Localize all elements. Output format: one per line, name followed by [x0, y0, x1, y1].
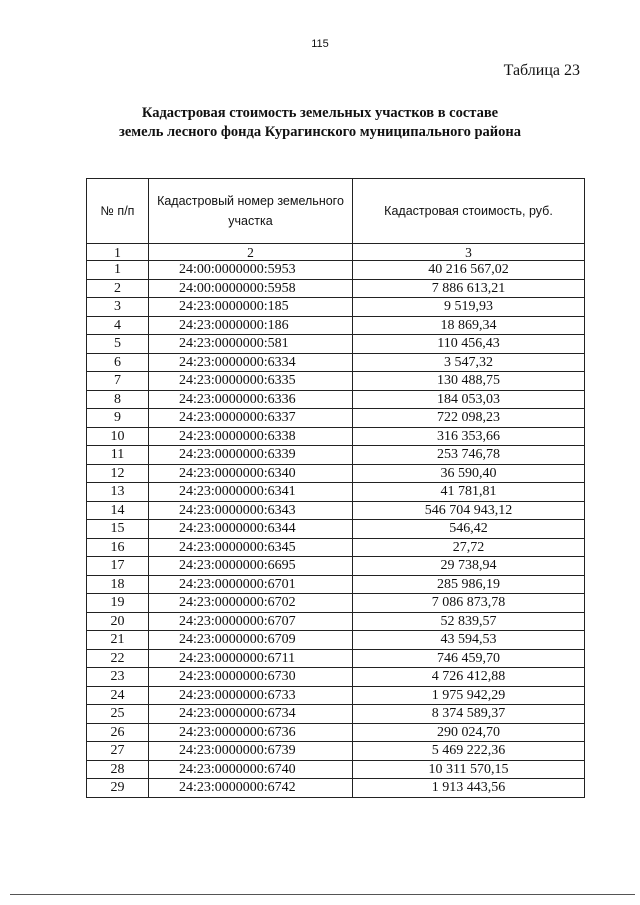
row-number-cell: 20: [87, 612, 149, 631]
cadastral-value-cell: 40 216 567,02: [353, 261, 585, 280]
cadastral-number-cell: 24:23:0000000:6739: [149, 742, 353, 761]
cadastral-number-cell: 24:23:0000000:6709: [149, 631, 353, 650]
cadastral-value-cell: 43 594,53: [353, 631, 585, 650]
cadastral-value-cell: 3 547,32: [353, 353, 585, 372]
row-number-cell: 4: [87, 316, 149, 335]
row-number-cell: 23: [87, 668, 149, 687]
cadastral-number-cell: 24:23:0000000:6707: [149, 612, 353, 631]
cadastral-number-cell: 24:23:0000000:6339: [149, 446, 353, 465]
cadastral-value-cell: 285 986,19: [353, 575, 585, 594]
cadastral-number-cell: 24:23:0000000:6702: [149, 594, 353, 613]
table-row: [87, 298, 585, 317]
table-row: [87, 501, 585, 520]
cadastral-number-cell: 24:23:0000000:581: [149, 335, 353, 354]
row-number-cell: 10: [87, 427, 149, 446]
cadastral-value-cell: 722 098,23: [353, 409, 585, 428]
header-row-number: № п/п: [87, 179, 149, 244]
cadastral-number-cell: 24:23:0000000:186: [149, 316, 353, 335]
table-row: [87, 742, 585, 761]
row-number-cell: 29: [87, 779, 149, 798]
header-cadastral-number-text: Кадастровый номер земельного участка: [157, 194, 344, 228]
table-row: [87, 464, 585, 483]
column-number-row: [87, 244, 585, 261]
table-row: [87, 631, 585, 650]
row-number-cell: 18: [87, 575, 149, 594]
column-number: 3: [353, 244, 585, 261]
table-row: [87, 538, 585, 557]
bottom-rule: [10, 894, 635, 895]
cadastral-number-cell: 24:00:0000000:5958: [149, 279, 353, 298]
cadastral-value-cell: 9 519,93: [353, 298, 585, 317]
cadastral-value-cell: 41 781,81: [353, 483, 585, 502]
cadastral-number-cell: 24:00:0000000:5953: [149, 261, 353, 280]
row-number-cell: 9: [87, 409, 149, 428]
table-row: [87, 557, 585, 576]
cadastral-value-cell: 316 353,66: [353, 427, 585, 446]
table-row: [87, 760, 585, 779]
cadastral-value-cell: 52 839,57: [353, 612, 585, 631]
cadastral-number-cell: 24:23:0000000:6336: [149, 390, 353, 409]
row-number-cell: 15: [87, 520, 149, 539]
table-row: [87, 261, 585, 280]
cadastral-number-cell: 24:23:0000000:6730: [149, 668, 353, 687]
table-row: [87, 686, 585, 705]
row-number-cell: 1: [87, 261, 149, 280]
cadastral-value-cell: 7 086 873,78: [353, 594, 585, 613]
row-number-cell: 26: [87, 723, 149, 742]
table-row: [87, 779, 585, 798]
cadastral-value-cell: 29 738,94: [353, 557, 585, 576]
table-row: [87, 427, 585, 446]
row-number-cell: 17: [87, 557, 149, 576]
cadastral-number-cell: 24:23:0000000:6344: [149, 520, 353, 539]
cadastral-value-cell: 4 726 412,88: [353, 668, 585, 687]
column-number: 2: [149, 244, 353, 261]
row-number-cell: 27: [87, 742, 149, 761]
table-row: [87, 649, 585, 668]
cadastral-number-cell: 24:23:0000000:6742: [149, 779, 353, 798]
page-number: 115: [311, 38, 329, 50]
cadastral-number-cell: 24:23:0000000:6734: [149, 705, 353, 724]
cadastral-value-cell: 27,72: [353, 538, 585, 557]
cadastral-value-cell: 110 456,43: [353, 335, 585, 354]
cadastral-value-cell: 18 869,34: [353, 316, 585, 335]
row-number-cell: 12: [87, 464, 149, 483]
row-number-cell: 13: [87, 483, 149, 502]
title-line-2: земель лесного фонда Курагинского муниципального района: [119, 124, 521, 140]
cadastral-value-cell: 1 913 443,56: [353, 779, 585, 798]
cadastral-number-cell: 24:23:0000000:6711: [149, 649, 353, 668]
table-row: [87, 723, 585, 742]
table-row: [87, 279, 585, 298]
cadastral-number-cell: 24:23:0000000:6341: [149, 483, 353, 502]
cadastral-value-cell: 546,42: [353, 520, 585, 539]
cadastral-value-cell: 10 311 570,15: [353, 760, 585, 779]
table-row: [87, 575, 585, 594]
cadastral-number-cell: 24:23:0000000:6334: [149, 353, 353, 372]
table-header-row: [87, 179, 585, 244]
table-row: [87, 594, 585, 613]
cadastral-value-cell: 130 488,75: [353, 372, 585, 391]
cadastral-number-cell: 24:23:0000000:6343: [149, 501, 353, 520]
table-row: [87, 372, 585, 391]
cadastral-value-cell: 184 053,03: [353, 390, 585, 409]
cadastral-number-cell: 24:23:0000000:6740: [149, 760, 353, 779]
row-number-cell: 7: [87, 372, 149, 391]
cadastral-number-cell: 24:23:0000000:6337: [149, 409, 353, 428]
cadastral-value-cell: 1 975 942,29: [353, 686, 585, 705]
cadastral-value-cell: 546 704 943,12: [353, 501, 585, 520]
column-number: 1: [87, 244, 149, 261]
row-number-cell: 5: [87, 335, 149, 354]
cadastral-number-cell: 24:23:0000000:6345: [149, 538, 353, 557]
table-label: Таблица 23: [503, 62, 580, 79]
cadastral-value-table: [86, 178, 585, 798]
header-cadastral-value-text: Кадастровая стоимость, руб.: [384, 204, 553, 218]
row-number-cell: 3: [87, 298, 149, 317]
cadastral-value-cell: 253 746,78: [353, 446, 585, 465]
table-row: [87, 353, 585, 372]
row-number-cell: 22: [87, 649, 149, 668]
row-number-cell: 25: [87, 705, 149, 724]
row-number-cell: 6: [87, 353, 149, 372]
row-number-cell: 28: [87, 760, 149, 779]
cadastral-number-cell: 24:23:0000000:185: [149, 298, 353, 317]
table-row: [87, 705, 585, 724]
cadastral-number-cell: 24:23:0000000:6736: [149, 723, 353, 742]
cadastral-number-cell: 24:23:0000000:6338: [149, 427, 353, 446]
row-number-cell: 8: [87, 390, 149, 409]
row-number-cell: 21: [87, 631, 149, 650]
table-row: [87, 612, 585, 631]
header-cadastral-number: [149, 179, 353, 244]
row-number-cell: 11: [87, 446, 149, 465]
table-row: [87, 483, 585, 502]
row-number-cell: 24: [87, 686, 149, 705]
table-row: [87, 668, 585, 687]
row-number-cell: 14: [87, 501, 149, 520]
cadastral-value-cell: 36 590,40: [353, 464, 585, 483]
table-row: [87, 316, 585, 335]
cadastral-value-cell: 5 469 222,36: [353, 742, 585, 761]
cadastral-number-cell: 24:23:0000000:6733: [149, 686, 353, 705]
cadastral-number-cell: 24:23:0000000:6340: [149, 464, 353, 483]
table-row: [87, 446, 585, 465]
row-number-cell: 2: [87, 279, 149, 298]
table-row: [87, 520, 585, 539]
header-cadastral-value: [353, 179, 585, 244]
row-number-cell: 16: [87, 538, 149, 557]
cadastral-value-cell: 746 459,70: [353, 649, 585, 668]
cadastral-value-cell: 8 374 589,37: [353, 705, 585, 724]
title-line-1: Кадастровая стоимость земельных участков в составе: [141, 105, 499, 121]
cadastral-value-cell: 290 024,70: [353, 723, 585, 742]
cadastral-number-cell: 24:23:0000000:6695: [149, 557, 353, 576]
cadastral-value-cell: 7 886 613,21: [353, 279, 585, 298]
table-row: [87, 390, 585, 409]
cadastral-number-cell: 24:23:0000000:6335: [149, 372, 353, 391]
table-row: [87, 409, 585, 428]
cadastral-number-cell: 24:23:0000000:6701: [149, 575, 353, 594]
document-title: [0, 104, 640, 142]
row-number-cell: 19: [87, 594, 149, 613]
table-row: [87, 335, 585, 354]
